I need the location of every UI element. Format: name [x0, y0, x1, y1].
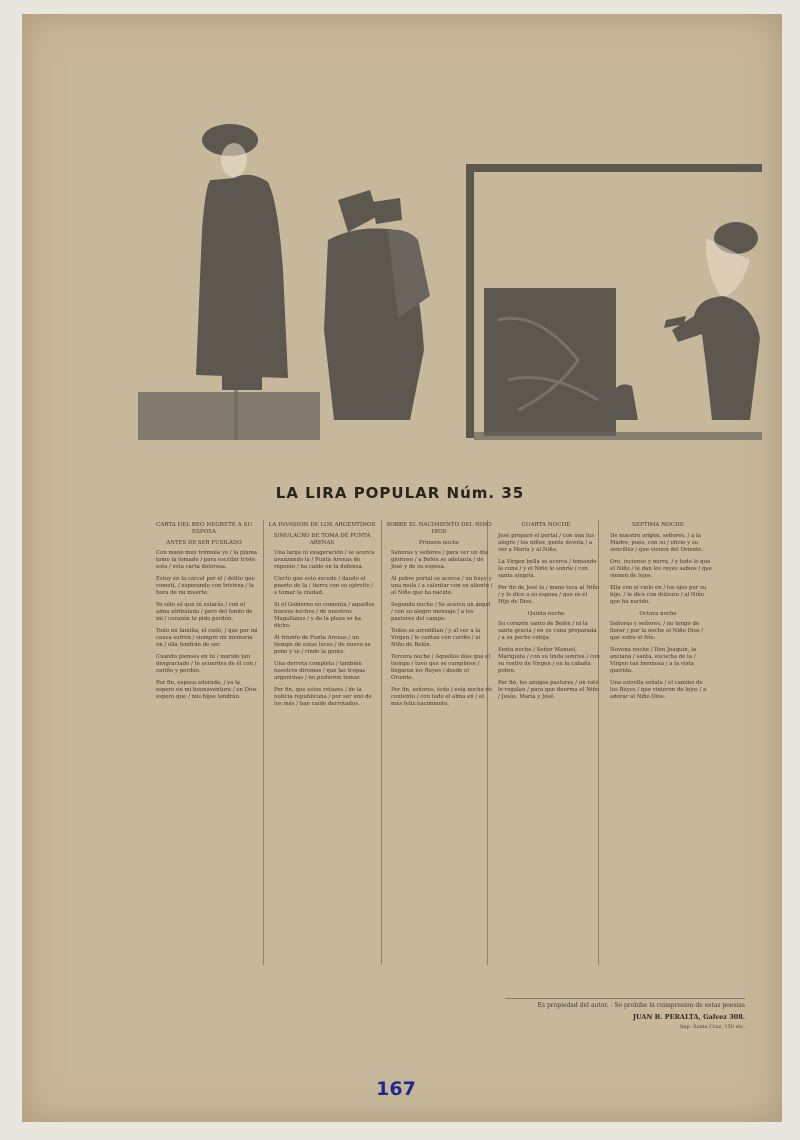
stanza: Señoras y señores, / no tengo de llorar / por la noche el Niño Dios / que sufre el frío. — [610, 621, 704, 641]
standing-woman-figure — [196, 124, 288, 390]
stanza: Una larga ni exageración / se acerca avanzando la / Punta Arenas de repente / ha caído en la defensa. — [274, 550, 375, 570]
footer-rule — [505, 998, 745, 999]
poem-column-1 — [150, 522, 258, 1002]
poem-subheading: ANTES DE SER FUSILADO — [166, 540, 242, 546]
stanza: Sexta noche / Señor Manuel, Mariquita / con su linda sonrisa / con su rostro de Virgen / en la cabaña pobre. — [498, 647, 600, 674]
stanza: Por fin, esposa adorada, / ya la espero en mi buenaventura / en Dios espero que / mis hijos tendrán. — [156, 680, 257, 700]
stanza: Al triunfo de Punta Arenas / un tiempo de estas luces / de nuevo se pone y se / rinde la gente. — [274, 635, 371, 655]
column-divider — [381, 520, 382, 965]
stanza: Oro, incienso y mirra, / y todo lo que el Niño / le dan los reyes sabios / que vienen de lejos. — [610, 559, 712, 579]
poem-heading: SOBRE EL NACIMIENTO DEL NIÑO DIOS — [386, 522, 492, 535]
handwritten-page-number: 167 — [376, 1078, 416, 1100]
poem-column-4 — [492, 522, 600, 1002]
printer-credit: Imp. Santa Cruz, 150 etc. — [679, 1024, 745, 1030]
stanza: Estoy en la cárcel por el / delito que cometí, / esperando con tristeza / la hora de mi muerte. — [156, 576, 255, 596]
poem-heading: CUARTA NOCHE — [521, 522, 571, 528]
stanza: Con mano muy trémula yo / la pluma tomo la tomado / para escribir triste esta / esta carta dolorosa. — [156, 550, 257, 570]
window-panel — [484, 288, 616, 436]
poem-subheading: Octava noche — [639, 611, 677, 617]
stanza: La Virgen bella se acerca / tomando la cuna / y el Niño le sonríe / con santa alegría. — [498, 559, 597, 579]
stanza: Ella con el cielo en / los ojos por su hijo, / le dice con dulzura / al Niño que ha nacido. — [610, 585, 707, 605]
author-credit: JUAN B. PERALTA, Galvez 308. — [632, 1013, 745, 1021]
stanza: Todos se arrodillan / y al ver a la Virgen / le cantan con cariño / al Niño de Belén. — [391, 628, 481, 648]
bearded-man-figure — [664, 222, 760, 420]
stanza: De nuestro origen, señores, / a la Madre, pues, con su / oficio y su sencillez / que vienen del Oriente. — [610, 533, 704, 553]
stanza: Al pobre portal se acerca / un buey y una mula / a calentar con su aliento / al Niño que ha nacido. — [391, 576, 493, 596]
column-divider — [263, 520, 264, 965]
stanza: Por fin de José la / mano toca al Niño / y le dice a su esposa / que es el Hijo de Dios. — [498, 585, 600, 605]
poem-heading: CARTA DEL REO NEGRETE A SU ESPOSA — [155, 522, 253, 535]
stanza: Por fin, que estos retazos / de la noticia republicana / por ser uno de los más / han caído derrotados. — [274, 687, 372, 707]
stanza: Por fin, los amigos pastores / un rato le regalan / para que duerma el Niño / Jesús, María y José. — [498, 680, 600, 700]
woodcut-illustration — [138, 120, 768, 442]
poem-column-2 — [268, 522, 376, 1002]
poem-heading: LA INVASIÓN DE LOS ARGENTINOS — [268, 522, 376, 528]
rights-notice: Es propiedad del autor. - Se prohibe la reimpresión de estas poesías — [537, 1002, 745, 1009]
page-title: LA LIRA POPULAR Núm. 35 — [275, 484, 525, 502]
poem-subheading: SIMULACRO DE TOMA DE PUNTA ARENAS — [273, 533, 371, 546]
stanza: Por fin, señores, toda / esta noche de contento / con todo el alma en / el más feliz nacimiento. — [391, 687, 493, 707]
poem-column-3 — [385, 522, 493, 1002]
stanza: Segunda noche / Se acerca un ángel / con su alegre mensaje / a los pastores del campo. — [391, 602, 491, 622]
stanza: Si el Gobierno no comenta / aquellos buenos hechos / de nuestros Magallanes / y de la plaza se ha dicho. — [274, 602, 375, 629]
stanza: Una estrella señala / el camino de los Reyes / que vinieron de lejos / a adorar al Niño Dios. — [610, 680, 707, 700]
stanza: Cierto que esto sucede / dando el puerto de la / tierra con su ejército / a tomar la ciudad. — [274, 576, 374, 596]
stanza: Una derrota completa / también nosotros diremos / que las tropas argentinas / no pudieron tomar. — [274, 661, 366, 681]
stanza: Tercera noche / Aquellos días que el tiempo / tuvo que se cumpliese / llegaron los Reyes / desde el Oriente. — [391, 654, 491, 681]
poem-column-5 — [604, 522, 712, 1002]
poem-subheading: Quinta noche — [527, 611, 565, 617]
stanza: Cuando pienses en tu / marido tan desgraciado / te acuerdes de él con / cariño y perdón. — [156, 654, 257, 674]
stanza: Novena noche / Don Joaquín, la anciana / santa, escucha de la / Virgen tan hermosa / a la vista querida. — [610, 647, 697, 674]
poem-heading: SÉPTIMA NOCHE — [632, 522, 684, 528]
mortar-bowl — [616, 384, 638, 420]
stanza: Su corazón santo de Belén / ni la santa gracia / en su cuna preparada / a su pecho cobija. — [498, 621, 597, 641]
stanza: José preparó el portal / con una luz alegre / los niños, gente devota / a ver a María y al Niño. — [498, 533, 595, 553]
poem-subheading: Primera noche — [418, 540, 460, 546]
stanza: Señoras y señores / para ver un día glorioso / a Belén se adelanta / de José y de su esposa. — [391, 550, 488, 570]
stanza: Todo mi familia, el cielo, / que por mi causa sufren / siempre mi memoria en / ella tendrán de ser. — [156, 628, 258, 648]
two-men-figures — [324, 190, 430, 420]
stanza: Yo sólo sé que tú estarás / con el alma atribulada / pero del fondo de mi / corazón te pido perdón. — [156, 602, 253, 622]
